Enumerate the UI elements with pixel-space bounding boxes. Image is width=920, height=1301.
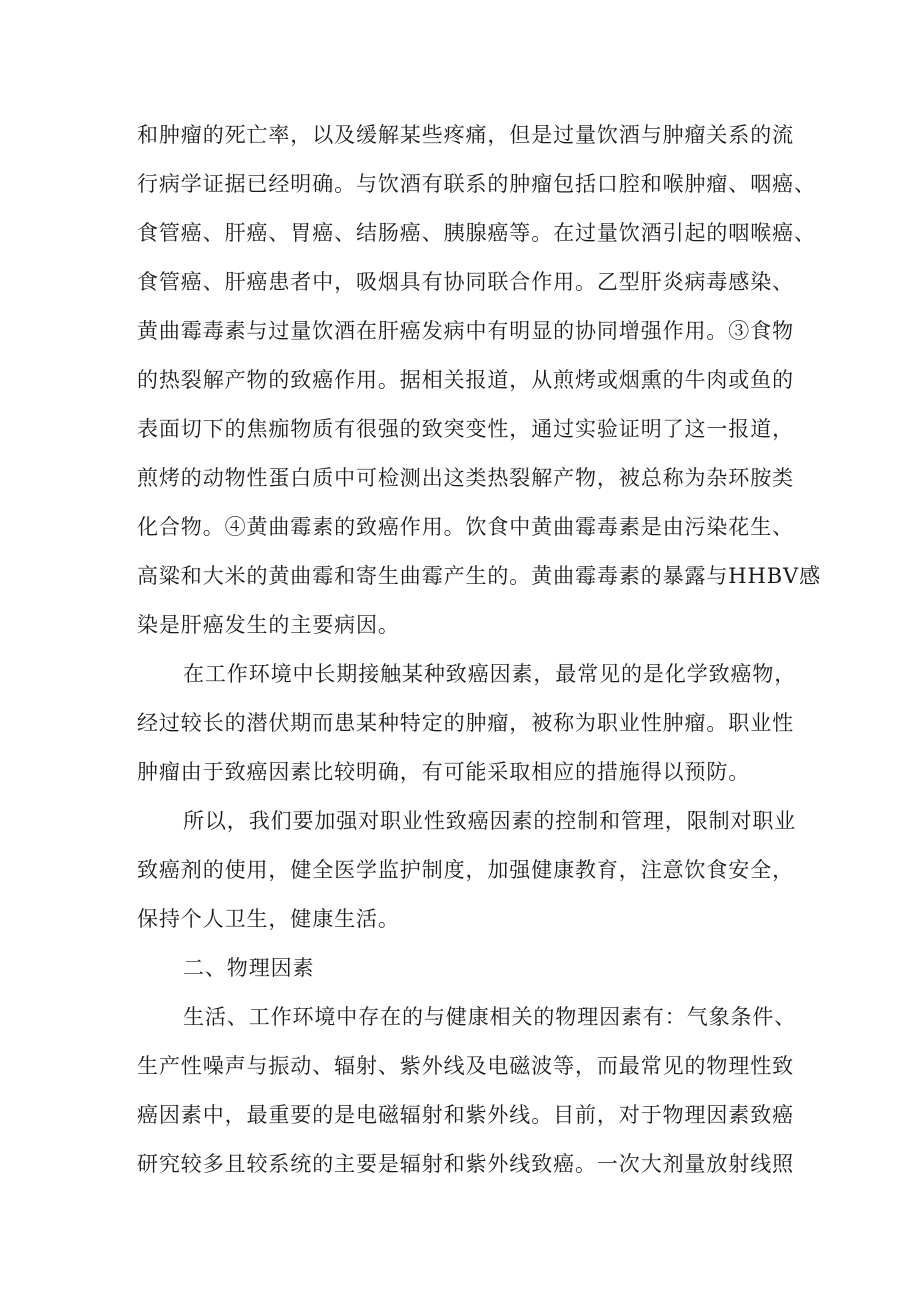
text-line: 保持个人卫生，健康生活。 xyxy=(137,907,400,931)
text-line: 致癌剂的使用，健全医学监护制度，加强健康教育，注意饮食安全， xyxy=(137,858,794,882)
body-text xyxy=(137,111,822,1189)
text-line: 肿瘤由于致癌因素比较明确，有可能采取相应的措施得以预防。 xyxy=(137,760,751,784)
text-line: 生产性噪声与振动、辐射、紫外线及电磁波等，而最常见的物理性致 xyxy=(137,1054,794,1078)
paragraph-first-line: 生活、工作环境中存在的与健康相关的物理因素有：气象条件、 xyxy=(183,1005,797,1029)
text-line: 研究较多且较系统的主要是辐射和紫外线致癌。一次大剂量放射线照 xyxy=(137,1152,794,1176)
text-line: 的热裂解产物的致癌作用。据相关报道，从煎烤或烟熏的牛肉或鱼的 xyxy=(137,368,794,392)
text-line: 煎烤的动物性蛋白质中可检测出这类热裂解产物，被总称为杂环胺类 xyxy=(137,466,794,490)
text-line: 化合物。④黄曲霉素的致癌作用。饮食中黄曲霉毒素是由污染花生、 xyxy=(137,515,794,539)
paragraph-first-line: 在工作环境中长期接触某种致癌因素，最常见的是化学致癌物， xyxy=(183,662,797,686)
text-line: 表面切下的焦痂物质有很强的致突变性，通过实验证明了这一报道， xyxy=(137,417,794,441)
text-line: 高粱和大米的黄曲霉和寄生曲霉产生的。黄曲霉毒素的暴露与HHBV感 xyxy=(137,564,822,588)
text-line: 染是肝癌发生的主要病因。 xyxy=(137,613,400,637)
text-line: 行病学证据已经明确。与饮酒有联系的肿瘤包括口腔和喉肿瘤、咽癌、 xyxy=(137,172,816,196)
text-line: 癌因素中，最重要的是电磁辐射和紫外线。目前，对于物理因素致癌 xyxy=(137,1103,794,1127)
paragraph-first-line: 二、物理因素 xyxy=(183,956,315,980)
text-line: 和肿瘤的死亡率，以及缓解某些疼痛，但是过量饮酒与肿瘤关系的流 xyxy=(137,123,794,147)
paragraph-first-line: 所以，我们要加强对职业性致癌因素的控制和管理，限制对职业 xyxy=(183,809,797,833)
text-line: 食管癌、肝癌患者中，吸烟具有协同联合作用。乙型肝炎病毒感染、 xyxy=(137,270,794,294)
text-line: 食管癌、肝癌、胃癌、结肠癌、胰腺癌等。在过量饮酒引起的咽喉癌、 xyxy=(137,221,816,245)
text-line: 黄曲霉毒素与过量饮酒在肝癌发病中有明显的协同增强作用。③食物 xyxy=(137,319,794,343)
text-line: 经过较长的潜伏期而患某种特定的肿瘤，被称为职业性肿瘤。职业性 xyxy=(137,711,794,735)
